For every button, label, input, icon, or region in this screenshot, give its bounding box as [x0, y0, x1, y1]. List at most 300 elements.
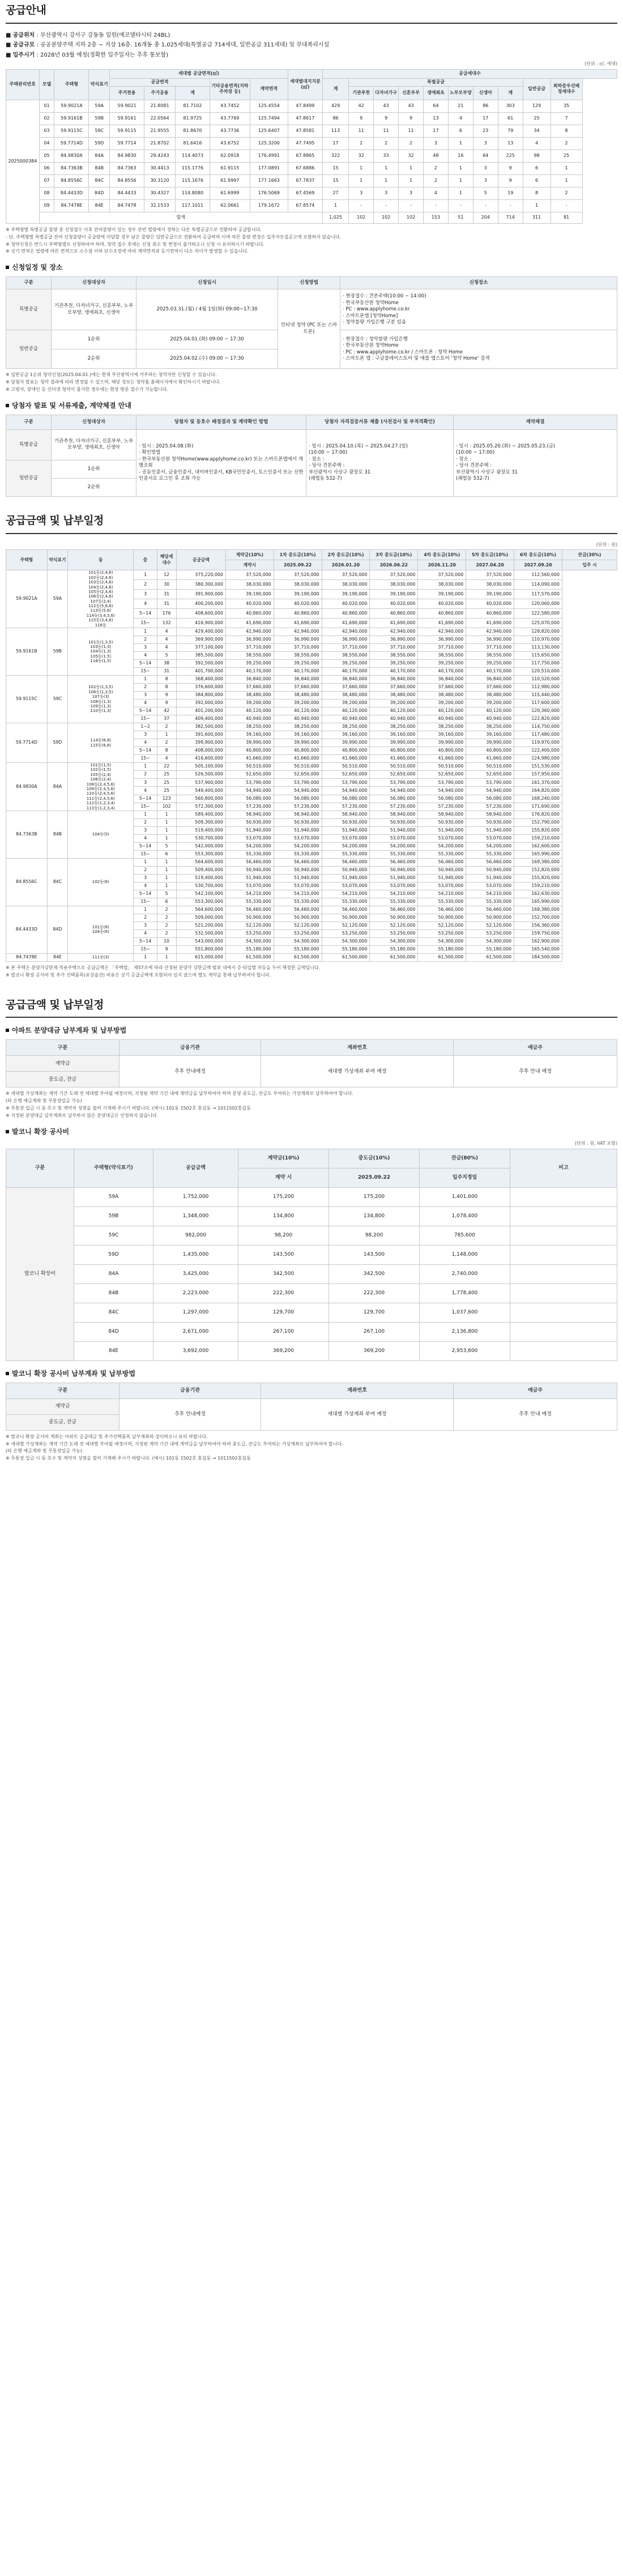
- total-cell: 311: [523, 212, 551, 223]
- payment-cell: 3: [134, 874, 157, 882]
- th-s3-1: 신청대상자: [52, 415, 136, 429]
- table-cell: 84.7478: [110, 199, 144, 212]
- payment-cell: 53,790,000: [466, 779, 514, 787]
- payment-cell: 39,190,000: [274, 590, 322, 599]
- table-cell: 67.8574: [288, 199, 322, 212]
- oth-middle: 중도금(10%): [329, 1149, 420, 1168]
- th-s3-0: 구분: [6, 415, 52, 429]
- payment-cell: 51,940,000: [418, 874, 466, 882]
- subtitle-apt-account: 아파트 분양대금 납부계좌 및 납부방법: [6, 1026, 617, 1035]
- payment-cell: 4: [134, 652, 157, 660]
- table-cell: -: [349, 199, 374, 212]
- payment-cell: 2: [134, 636, 157, 644]
- payment-cell: 40,940,000: [274, 715, 322, 723]
- payment-cell: 8: [157, 676, 176, 684]
- payment-row: [6, 858, 617, 866]
- payment-cell: 56,080,000: [418, 795, 466, 803]
- table-cell: 43.7769: [210, 112, 250, 125]
- bullet-icon: [6, 1029, 9, 1032]
- payment-short: 84B: [47, 811, 67, 858]
- th-multi: 다자녀가구: [374, 86, 399, 100]
- note-line: ※ 고령자, 장애인 등 인터넷 청약이 불가한 경우에는 현장 방문 접수가 가능합니다.: [6, 386, 169, 392]
- payment-cell: 429,400,000: [176, 628, 225, 636]
- payment-cell: 15~: [134, 803, 157, 811]
- note-line: - 단, 주택형별 특별공급 잔여 신청물량이 공급량에 미달할 경우 남은 물량은 일반공급으로 전환하여 공급하며 이에 따른 물량 변경은 입주자모집공고에 포함하지 않습니다.: [6, 234, 342, 240]
- payment-dongs: 114동(6,8) 115동(6,8): [68, 723, 134, 763]
- payment-cell: 39,160,000: [418, 731, 466, 739]
- payment-cell: 56,460,000: [418, 906, 466, 914]
- payment-cell: 369,900,000: [176, 636, 225, 644]
- payment-cell: 39,190,000: [370, 590, 418, 599]
- payment-cell: 61,500,000: [322, 953, 370, 961]
- apt-row-deposit: 계약금: [6, 1056, 120, 1072]
- payment-cell: 55,180,000: [225, 945, 274, 953]
- payment-cell: 52,650,000: [322, 771, 370, 779]
- payment-cell: 1: [134, 953, 157, 961]
- payment-cell: 56,080,000: [225, 795, 274, 803]
- payment-short: 59B: [47, 628, 67, 676]
- payment-cell: 38,550,000: [225, 652, 274, 660]
- payment-cell: 50,930,000: [322, 818, 370, 826]
- balcony-cell: 143,500: [329, 1245, 420, 1264]
- payment-cell: 57,230,000: [466, 803, 514, 811]
- payment-cell: 4: [134, 929, 157, 937]
- payment-cell: 122,580,000: [514, 609, 562, 619]
- table-cell: 04: [39, 137, 54, 150]
- payment-cell: 50,900,000: [418, 914, 466, 922]
- supply-notes: [6, 227, 617, 255]
- payment-cell: 39,160,000: [466, 731, 514, 739]
- s3-general-label: 일반공급: [6, 460, 52, 496]
- payment-cell: 53,250,000: [418, 929, 466, 937]
- payment-cell: 55,330,000: [322, 898, 370, 906]
- payment-cell: 40,120,000: [418, 707, 466, 715]
- table-cell: 64: [424, 100, 449, 112]
- table-cell: 11: [399, 125, 424, 137]
- payment-cell: 53,070,000: [225, 882, 274, 890]
- payment-cell: 41,660,000: [225, 755, 274, 763]
- balcony-remark: [510, 1322, 617, 1341]
- payment-cell: 165,990,000: [514, 850, 562, 858]
- pth-m5: 5차 중도금(10%): [466, 550, 514, 560]
- payment-cell: 61,500,000: [274, 953, 322, 961]
- table-row: [6, 137, 617, 150]
- payment-cell: 4: [157, 755, 176, 763]
- total-cell: 102: [399, 212, 424, 223]
- payment-cell: 40,170,000: [418, 668, 466, 676]
- payment-cell: 36,990,000: [370, 636, 418, 644]
- table-cell: 6: [448, 125, 473, 137]
- apt-holder: 추후 안내 예정: [454, 1056, 617, 1087]
- table-cell: 61.9115: [210, 162, 250, 174]
- payment-cell: 36,840,000: [322, 676, 370, 684]
- payment-cell: 37,710,000: [225, 644, 274, 652]
- subtitle-balcony-account: 발코니 확장 공사비 납부계좌 및 납부방법: [6, 1369, 617, 1378]
- th-lowest: 최하층우선배정세대수: [551, 78, 582, 100]
- payment-cell: 5~14: [134, 747, 157, 755]
- balcony-remark: [510, 1226, 617, 1245]
- payment-cell: 3: [134, 922, 157, 929]
- payment-cell: 37,710,000: [418, 644, 466, 652]
- table-cell: 1: [448, 174, 473, 187]
- table-cell: 3: [399, 187, 424, 199]
- bullet-icon: [6, 266, 9, 269]
- table-cell: 08: [39, 187, 54, 199]
- th-land: 세대별대지지분(㎡): [288, 69, 322, 100]
- payment-cell: 55,330,000: [370, 850, 418, 858]
- payment-cell: 40,020,000: [466, 599, 514, 609]
- payment-cell: 40,120,000: [225, 707, 274, 715]
- payment-cell: 53,790,000: [322, 779, 370, 787]
- th-inst: 기관추천: [349, 86, 374, 100]
- payment-cell: 38,480,000: [466, 692, 514, 700]
- payment-cell: 392,500,000: [176, 660, 225, 668]
- th-mgmt: 주택관리번호: [6, 69, 40, 100]
- payment-cell: 53,070,000: [370, 834, 418, 842]
- payment-cell: 3: [134, 590, 157, 599]
- announce-table: [6, 415, 617, 497]
- payment-cell: 39,250,000: [322, 660, 370, 668]
- table-cell: 113: [322, 125, 348, 137]
- payment-cell: 509,000,000: [176, 914, 225, 922]
- payment-cell: 2: [157, 906, 176, 914]
- payment-cell: 58,940,000: [418, 811, 466, 818]
- payment-cell: 1: [157, 826, 176, 834]
- payment-short: 84C: [47, 858, 67, 906]
- payment-cell: 38,480,000: [322, 692, 370, 700]
- apt-account: 세대별 가상계좌 부여 예정: [261, 1056, 454, 1087]
- payment-cell: 61,500,000: [466, 953, 514, 961]
- payment-cell: 40,860,000: [466, 609, 514, 619]
- total-label: 합계: [39, 212, 322, 223]
- s2-general-d1: 2025.04.01.(화) 09:00 ~ 17:30: [136, 330, 278, 349]
- payment-cell: 392,000,000: [176, 700, 225, 707]
- table-cell: 59.9021A: [54, 100, 89, 112]
- balcony-remark: [510, 1283, 617, 1303]
- payment-cell: 38,550,000: [418, 652, 466, 660]
- payment-cell: 51,940,000: [322, 826, 370, 834]
- payment-cell: 38,480,000: [274, 692, 322, 700]
- s3-special-target: 기관추천, 다자녀가구, 신혼부부, 노부모부양, 생애최초, 신생아: [52, 429, 136, 460]
- mth-0: 구분: [6, 1040, 120, 1056]
- table-cell: 11: [349, 125, 374, 137]
- bal-holder: 추후 안내 예정: [454, 1398, 617, 1430]
- payment-cell: 53,070,000: [322, 834, 370, 842]
- note-line: ※ 당첨자 발표는 청약 결과에 따라 변경될 수 있으며, 해당 정보는 청약홈 홈페이지에서 확인하시기 바랍니다.: [6, 379, 221, 385]
- balcony-cell: 3,692,000: [153, 1341, 238, 1360]
- table-cell: 3: [473, 174, 498, 187]
- payment-cell: 120,510,000: [514, 668, 562, 676]
- payment-cell: 15~: [134, 850, 157, 858]
- table-cell: 47.8581: [288, 125, 322, 137]
- payment-cell: 57,230,000: [274, 803, 322, 811]
- apt-row-middle: 중도금, 잔금: [6, 1072, 120, 1087]
- table-cell: 47.8617: [288, 112, 322, 125]
- payment-cell: 54,300,000: [225, 937, 274, 945]
- balcony-cell: 129,700: [238, 1303, 329, 1322]
- payment-cell: 37,660,000: [418, 684, 466, 692]
- bal-row-middle: 중도금, 잔금: [6, 1414, 120, 1430]
- payment-cell: 176,820,000: [514, 811, 562, 818]
- payment-cell: 36,840,000: [418, 676, 466, 684]
- payment-cell: 57,230,000: [418, 803, 466, 811]
- payment-cell: 53,070,000: [225, 834, 274, 842]
- payment-cell: 55,330,000: [466, 850, 514, 858]
- payment-cell: 41,690,000: [418, 619, 466, 628]
- balcony-cell: 84C: [74, 1303, 153, 1322]
- table-cell: 86: [322, 112, 348, 125]
- table-cell: 322: [322, 150, 348, 162]
- payment-cell: 39,160,000: [225, 731, 274, 739]
- payment-cell: 52,120,000: [418, 922, 466, 929]
- payment-cell: 38,250,000: [225, 723, 274, 731]
- table-cell: 84C: [89, 174, 110, 187]
- table-cell: 07: [39, 174, 54, 187]
- payment-cell: 31: [157, 590, 176, 599]
- payment-cell: 9: [157, 700, 176, 707]
- payment-cell: 572,300,000: [176, 803, 225, 811]
- payment-cell: 39,200,000: [370, 700, 418, 707]
- payment-cell: 37,660,000: [322, 684, 370, 692]
- unit-label: (단위 : ㎡, 세대): [584, 61, 617, 67]
- payment-cell: 2: [134, 580, 157, 590]
- table-cell: 84.8556: [110, 174, 144, 187]
- payment-cell: 38,030,000: [370, 580, 418, 590]
- table-cell: 17: [473, 112, 498, 125]
- note-line: ※ 상기 면적은 법령에 따른 면적으로 소수점 이하 단수조정에 따라 계약면적과 등기면적이 다소 차이가 발생할 수 있습니다.: [6, 249, 249, 254]
- payment-cell: 37,520,000: [370, 570, 418, 580]
- table-cell: 48: [424, 150, 449, 162]
- payment-cell: 40,120,000: [322, 707, 370, 715]
- table-cell: 84.8556C: [54, 174, 89, 187]
- payment-cell: 1: [157, 731, 176, 739]
- table-cell: 15: [322, 174, 348, 187]
- th-supply-area: 공급면적: [110, 78, 210, 86]
- payment-cell: 55,180,000: [322, 945, 370, 953]
- payment-cell: 55,330,000: [418, 898, 466, 906]
- pth-m3: 3차 중도금(10%): [370, 550, 418, 560]
- balcony-row: [6, 1264, 617, 1283]
- payment-cell: 39,990,000: [225, 739, 274, 747]
- payment-cell: 122,400,000: [514, 747, 562, 755]
- payment-cell: 54,210,000: [274, 890, 322, 898]
- payment-cell: 1: [157, 834, 176, 842]
- payment-cell: 50,940,000: [466, 866, 514, 874]
- payment-cell: 50,510,000: [322, 763, 370, 771]
- payment-cell: 40,800,000: [370, 747, 418, 755]
- payment-cell: 40,860,000: [370, 609, 418, 619]
- payment-cell: 30: [157, 580, 176, 590]
- balcony-cell: 267,100: [238, 1322, 329, 1341]
- payment-cell: 380,300,000: [176, 580, 225, 590]
- payment-cell: 509,400,000: [176, 866, 225, 874]
- payment-cell: 52,120,000: [322, 922, 370, 929]
- pth-count: 해당세대수: [157, 550, 176, 570]
- payment-cell: 543,000,000: [176, 937, 225, 945]
- balcony-account-notes: [6, 1434, 617, 1462]
- payment-cell: 36,840,000: [274, 676, 322, 684]
- payment-cell: 56,080,000: [322, 795, 370, 803]
- table-cell: 177.0891: [250, 162, 288, 174]
- payment-cell: 56,080,000: [370, 795, 418, 803]
- bth-2: 계좌번호: [261, 1383, 454, 1398]
- balcony-cell: 2,740,000: [420, 1264, 510, 1283]
- payment-cell: 152,820,000: [514, 866, 562, 874]
- table-row: [6, 187, 617, 199]
- payment-cell: 15~: [134, 898, 157, 906]
- payment-cell: 56,460,000: [466, 906, 514, 914]
- table-row: [6, 100, 617, 112]
- th-special: 특별공급: [349, 78, 523, 86]
- payment-cell: 549,400,000: [176, 787, 225, 795]
- balcony-cell: 1,078,400: [420, 1206, 510, 1226]
- payment-cell: 132: [157, 619, 176, 628]
- payment-cell: 42,940,000: [225, 628, 274, 636]
- payment-cell: 39,990,000: [370, 739, 418, 747]
- payment-cell: 55,330,000: [225, 850, 274, 858]
- payment-cell: 2: [134, 866, 157, 874]
- payment-cell: 4: [134, 882, 157, 890]
- payment-cell: 184,500,000: [514, 953, 562, 961]
- payment-cell: 54,300,000: [274, 937, 322, 945]
- payment-row: [6, 676, 617, 684]
- balcony-cell: 342,500: [238, 1264, 329, 1283]
- payment-cell: 155,820,000: [514, 826, 562, 834]
- payment-cell: 117,750,000: [514, 660, 562, 668]
- payment-cell: 50,930,000: [225, 818, 274, 826]
- payment-cell: 54,200,000: [225, 842, 274, 850]
- pth-floor: 층: [134, 550, 157, 570]
- payment-cell: 5~14: [134, 890, 157, 898]
- balcony-cell: 143,500: [238, 1245, 329, 1264]
- payment-cell: 54,210,000: [418, 890, 466, 898]
- th-elder: 노부모부양: [448, 86, 473, 100]
- info-scale: ■ 공급규모 : 공공분양주택 지하 2층 ~ 지상 16층, 16개동 총 1,025세대(특별공급 714세대, 일반공급 311세대) 및 부대복리시설: [6, 42, 330, 49]
- table-cell: 1: [349, 174, 374, 187]
- payment-cell: 50,930,000: [370, 818, 418, 826]
- pth-m4: 4차 중도금(10%): [418, 550, 466, 560]
- table-cell: -: [424, 199, 449, 212]
- payment-cell: 56,460,000: [418, 858, 466, 866]
- table-cell: 79: [498, 125, 523, 137]
- table-cell: 1: [448, 162, 473, 174]
- unit-label-won: (단위 : 원): [596, 541, 617, 547]
- note-line: ※ 무통장 입금 시 동·호수 및 계약자 성명을 필히 기재해 주시기 바랍니다. (예시) 101동 1502호 홍길동 → 1011502홍길동: [6, 1456, 251, 1461]
- balcony-cell: 2,223,000: [153, 1283, 238, 1303]
- s2-special-label: 특별공급: [6, 289, 52, 330]
- payment-cell: 5~14: [134, 842, 157, 850]
- payment-cell: 41,690,000: [370, 619, 418, 628]
- payment-cell: 5~14: [134, 660, 157, 668]
- payment-cell: 9: [157, 692, 176, 700]
- payment-cell: 5: [157, 890, 176, 898]
- payment-cell: 50,930,000: [274, 818, 322, 826]
- table-cell: 1: [551, 174, 582, 187]
- payment-cell: 55,180,000: [418, 945, 466, 953]
- payment-short: 84D: [47, 906, 67, 953]
- balcony-cell: 2,671,000: [153, 1322, 238, 1341]
- table-cell: 59A: [89, 100, 110, 112]
- payment-cell: 15~: [134, 945, 157, 953]
- payment-cell: 36,990,000: [466, 636, 514, 644]
- payment-cell: 53,070,000: [466, 834, 514, 842]
- payment-cell: 50,940,000: [225, 866, 274, 874]
- table-cell: 84.7363: [110, 162, 144, 174]
- oth-price: 공급금액: [153, 1149, 238, 1187]
- payment-cell: 51,940,000: [466, 874, 514, 882]
- payment-cell: 8: [157, 684, 176, 692]
- s3-docs: · 일시 : 2025.04.10.(목) ~ 2025.04.27.(일) (10:00 ~ 17:00) · 장소 : - 당사 견본주택 : 부산광역시 사상구 광장로 31 (괘법동 532-7): [306, 429, 454, 496]
- balcony-label: 발코니 확장비: [6, 1187, 74, 1360]
- payment-cell: 115,650,000: [514, 652, 562, 660]
- payment-cell: 54,940,000: [466, 787, 514, 795]
- payment-cell: 2: [157, 723, 176, 731]
- table-cell: 84.4433D: [54, 187, 89, 199]
- payment-cell: 40,940,000: [466, 715, 514, 723]
- table-cell: 1: [399, 162, 424, 174]
- payment-cell: 53,790,000: [225, 779, 274, 787]
- pth-type: 주택형: [6, 550, 48, 570]
- payment-cell: 50,900,000: [370, 914, 418, 922]
- schedule-table: [6, 276, 617, 369]
- note-line: ※ 일반공급 1순위 청약신청(2025.04.01.)에는 현재 부산광역시에 거주하는 청약자만 신청할 수 있습니다.: [6, 372, 217, 378]
- payment-cell: 176: [157, 609, 176, 619]
- payment-cell: 564,600,000: [176, 906, 225, 914]
- table-cell: 9: [399, 112, 424, 125]
- payment-cell: 110,970,000: [514, 636, 562, 644]
- balcony-cell: 2,136,800: [420, 1322, 510, 1341]
- payment-cell: 36,990,000: [322, 636, 370, 644]
- table-cell: 25: [551, 150, 582, 162]
- payment-cell: 40,860,000: [322, 609, 370, 619]
- balcony-remark: [510, 1187, 617, 1206]
- note-line: ※ 주택형별 특별공급 물량 중 신청접수 이후 잔여물량이 있는 경우 관련 법령에서 정하는 다른 특별공급으로 전환하여 공급합니다.: [6, 227, 262, 232]
- table-cell: 11: [374, 125, 399, 137]
- payment-cell: 54,200,000: [370, 842, 418, 850]
- table-cell: 59C: [89, 125, 110, 137]
- balcony-cell: 175,200: [238, 1187, 329, 1206]
- payment-cell: 50,900,000: [466, 914, 514, 922]
- pth-deposit: 계약금(10%): [225, 550, 274, 560]
- s3-contract: · 일시 : 2025.05.20.(화) ~ 2025.05.23.(금) (10:00 ~ 17:00) · 장소 : - 당사 견본주택 : 부산광역시 사상구 광장로 31 (괘법동 532-7): [454, 429, 617, 496]
- payment-cell: 40,940,000: [370, 715, 418, 723]
- bth-0: 구분: [6, 1383, 120, 1398]
- balcony-cell: 84E: [74, 1341, 153, 1360]
- table-cell: 3: [349, 187, 374, 199]
- payment-cell: 40,800,000: [225, 747, 274, 755]
- payment-cell: 58,940,000: [225, 811, 274, 818]
- payment-short: 59A: [47, 570, 67, 628]
- payment-cell: 53,070,000: [274, 882, 322, 890]
- table-cell: 61.6999: [210, 187, 250, 199]
- balcony-cell: 59A: [74, 1187, 153, 1206]
- payment-cell: 1: [157, 811, 176, 818]
- payment-cell: 161,370,000: [514, 779, 562, 787]
- payment-cell: 53,790,000: [370, 779, 418, 787]
- payment-cell: 128,820,000: [514, 628, 562, 636]
- payment-cell: 56,460,000: [225, 906, 274, 914]
- payment-cell: 165,540,000: [514, 945, 562, 953]
- payment-cell: 54,210,000: [322, 890, 370, 898]
- table-cell: 1: [399, 174, 424, 187]
- payment-cell: 124,980,000: [514, 755, 562, 763]
- payment-cell: 55,330,000: [225, 898, 274, 906]
- note-line: ※ 지정된 분양대금 납부계좌로 납부하지 않은 분양대금은 인정하지 않습니다.: [6, 1112, 159, 1118]
- payment-cell: 1~2: [134, 723, 157, 731]
- oth-deposit-when: 계약 시: [238, 1168, 329, 1187]
- apt-bank: 추후 안내예정: [120, 1056, 261, 1087]
- payment-cell: 2: [157, 914, 176, 922]
